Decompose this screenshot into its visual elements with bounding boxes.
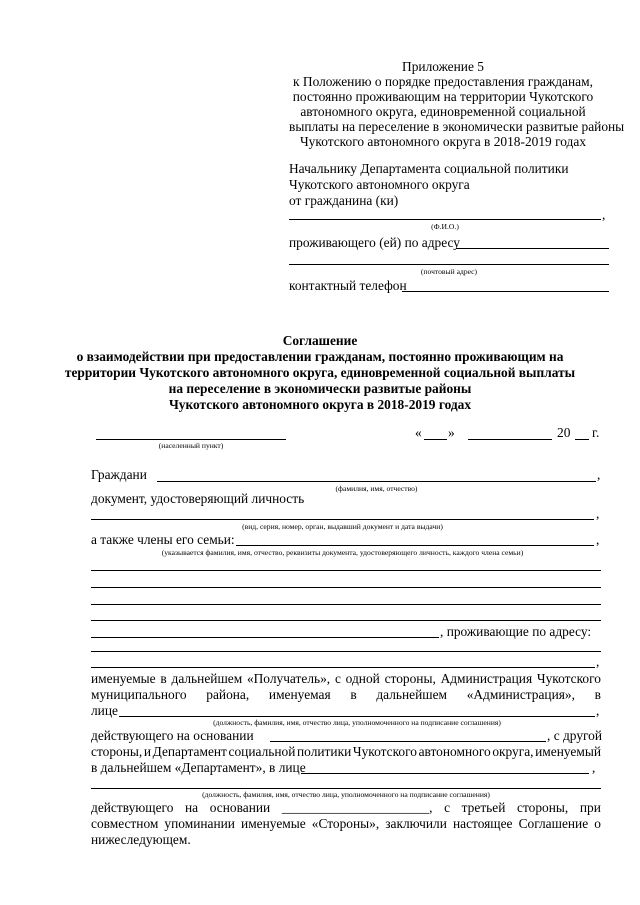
word: Соглашение [518, 816, 589, 831]
dept-official-line[interactable] [91, 788, 601, 789]
appendix-line: автономного округа, единовременной социальной [300, 104, 586, 119]
family-line[interactable] [91, 637, 439, 638]
settlement-caption: (населенный пункт) [158, 441, 224, 450]
title-line: территории Чукотского автономного округа, единовременной социальной выплаты [64, 365, 576, 380]
address-field[interactable] [456, 248, 609, 249]
year-suffix: г. [592, 425, 600, 440]
phone-label: контактный телефон [289, 278, 407, 293]
paragraph-line: нижеследующем. [91, 832, 191, 847]
word: основании [209, 800, 271, 815]
family-caption: (указывается фамилия, имя, отчество, реквизиты документа, удостоверяющего личность, каждого члена семьи) [161, 548, 524, 557]
paragraph-line [91, 671, 601, 687]
family-label: а также члены его семьи: [91, 532, 235, 547]
paragraph-line [91, 687, 601, 703]
addressee-line: от гражданина (ки) [289, 193, 399, 208]
residence-line[interactable] [91, 651, 601, 652]
dept-face-label: в дальнейшем «Департамент», в лице [91, 760, 306, 775]
word: политики [297, 744, 352, 759]
comma: , [592, 760, 596, 775]
month-field[interactable] [468, 439, 552, 440]
face-label: лице [91, 703, 118, 718]
quote-close: » [448, 425, 455, 440]
basis-field[interactable] [270, 741, 546, 742]
word: и [143, 744, 152, 759]
appendix-line: выплаты на переселение в экономически развитые районы [289, 119, 625, 134]
word: упоминании [164, 816, 235, 831]
word: Департамент [152, 744, 227, 759]
other-side-label: , с другой [547, 728, 603, 743]
paragraph-line [91, 816, 601, 832]
official-caption: (должность, фамилия, имя, отчество лица, уполномоченного на подписание соглашения) [202, 790, 490, 799]
word: Администрация [440, 671, 533, 686]
day-field[interactable] [424, 439, 447, 440]
family-line[interactable] [91, 604, 601, 605]
paragraph-line [91, 744, 601, 760]
title-line: на переселение в экономически развитые районы [168, 381, 472, 396]
acting-label: действующего на основании [91, 728, 254, 743]
fio-caption: (Ф.И.О.) [431, 222, 459, 231]
word: социальной [228, 744, 296, 759]
settlement-field[interactable] [96, 439, 286, 440]
fio-field[interactable] [289, 219, 601, 220]
comma: , [597, 467, 601, 482]
basis-blank[interactable]: ______________________, [281, 800, 433, 815]
word: района, [206, 687, 250, 702]
word: одной [345, 671, 380, 686]
word: в [350, 687, 357, 702]
word: именуемые [241, 816, 306, 831]
word: с [334, 671, 341, 686]
word: автономного [418, 744, 491, 759]
year-prefix: 20 [557, 425, 571, 440]
word: с [444, 800, 451, 815]
word: округа, [492, 744, 534, 759]
paragraph-line [91, 800, 601, 816]
official-field[interactable] [119, 716, 595, 717]
comma: , [596, 532, 600, 547]
title-line: Соглашение [282, 333, 358, 348]
word: дальнейшем [171, 671, 243, 686]
word: стороны, [91, 744, 143, 759]
official-caption: (должность, фамилия, имя, отчество лица, уполномоченного на подписание соглашения) [213, 718, 501, 727]
title-line: Чукотского автономного округа в 2018-2019 годах [168, 397, 472, 412]
family-line[interactable] [91, 587, 601, 588]
appendix-line: Приложение 5 [402, 59, 484, 74]
appendix-line: к Положению о порядке предоставления гражданам, [293, 74, 593, 89]
document-field[interactable] [91, 519, 594, 520]
comma: , [596, 703, 600, 718]
comma: , [596, 506, 600, 521]
address-caption: (почтовый адрес) [420, 267, 478, 276]
addressee-line: Чукотского автономного округа [289, 177, 470, 192]
citizen-name-field[interactable] [157, 481, 596, 482]
citizen-label: Граждани [91, 467, 147, 482]
name-caption: (фамилия, имя, отчество) [335, 484, 418, 493]
comma: , [596, 654, 600, 669]
word: при [579, 800, 601, 815]
word: настоящее [452, 816, 513, 831]
dept-official-field[interactable] [301, 773, 589, 774]
year-field[interactable] [575, 439, 589, 440]
family-line[interactable] [91, 570, 601, 571]
word: Чукотского [536, 671, 601, 686]
residence-line[interactable] [91, 667, 595, 668]
residing-label: проживающего (ей) по адресу [289, 235, 460, 250]
word: именуемые [91, 671, 156, 686]
document-caption: (вид, серия, номер, орган, выдавший документ и дата выдачи) [242, 522, 443, 531]
word: именуемая [268, 687, 331, 702]
word: заключили [385, 816, 447, 831]
word: Чукотского [352, 744, 417, 759]
addressee-line: Начальнику Департамента социальной политики [289, 161, 569, 176]
phone-field[interactable] [402, 291, 609, 292]
word: стороны, [384, 671, 436, 686]
word: «Получатель», [246, 671, 331, 686]
residing-at-label: , проживающие по адресу: [440, 624, 592, 639]
word: третьей [461, 800, 506, 815]
document-label: документ, удостоверяющий личность [91, 491, 305, 506]
word: в [160, 671, 167, 686]
comma: , [602, 207, 606, 222]
word: действующего [91, 800, 174, 815]
family-field[interactable] [236, 545, 594, 546]
appendix-line: Чукотского автономного округа в 2018-2019 годах [299, 134, 587, 149]
word: «Стороны», [311, 816, 380, 831]
family-line[interactable] [91, 620, 601, 621]
word: в [594, 687, 601, 702]
word: муниципального [91, 687, 187, 702]
word: совместном [91, 816, 159, 831]
quote-open: « [415, 425, 422, 440]
word: именуемый [535, 744, 601, 759]
word: на [185, 800, 199, 815]
word: стороны, [517, 800, 569, 815]
word: дальнейшем [376, 687, 447, 702]
address-field-2[interactable] [289, 264, 609, 265]
title-line: о взаимодействии при предоставлении гражданам, постоянно проживающим на [76, 349, 564, 364]
word: «Администрация», [466, 687, 575, 702]
word: о [594, 816, 601, 831]
appendix-line: постоянно проживающим на территории Чукотского [292, 89, 594, 104]
